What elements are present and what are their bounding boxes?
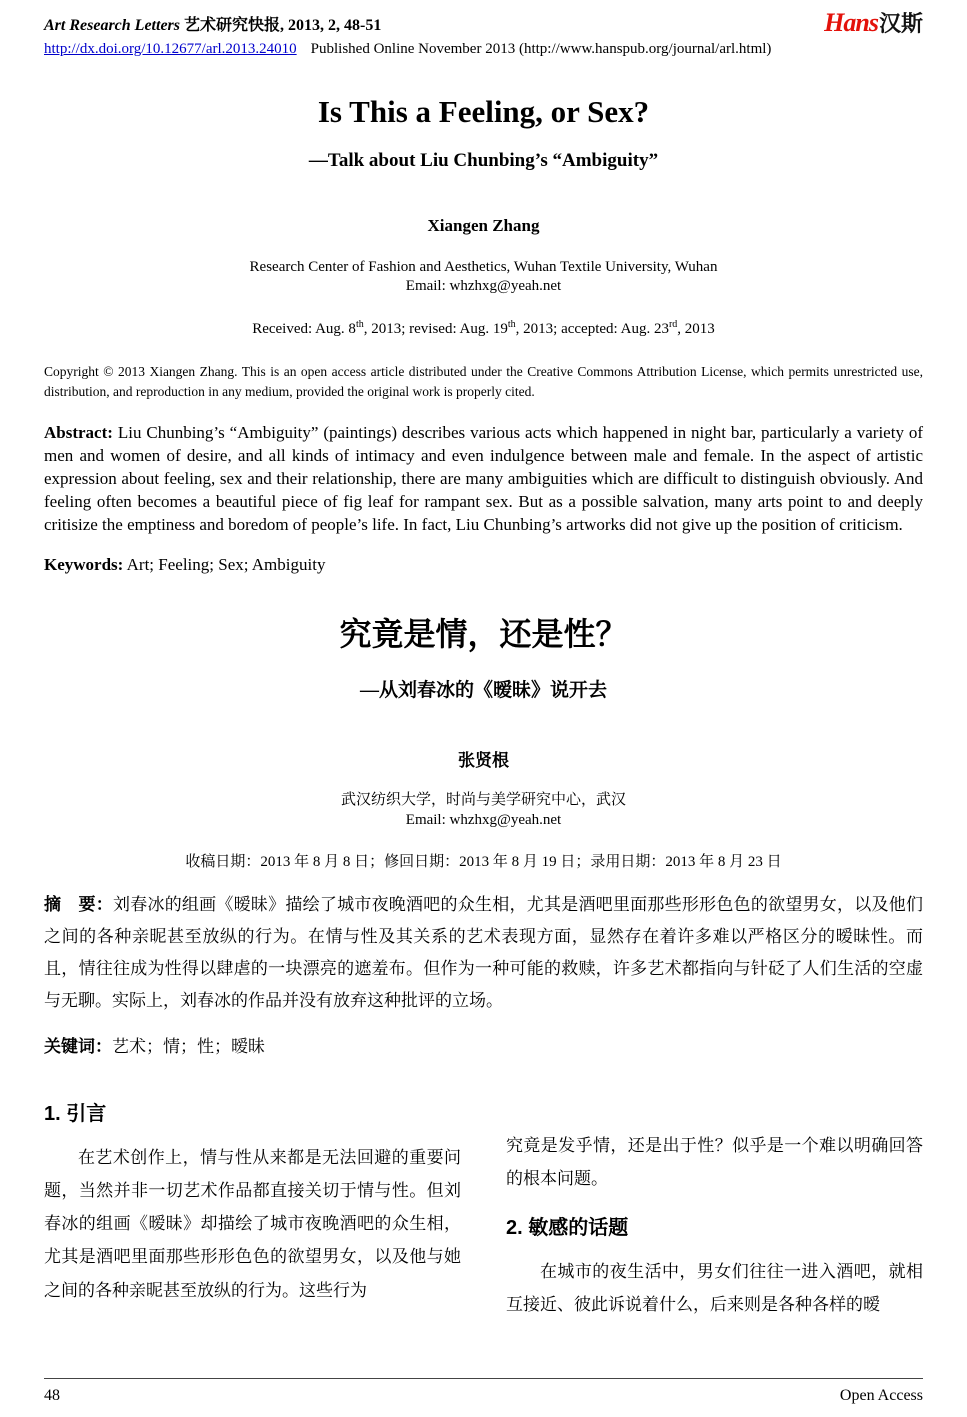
keywords-en	[44, 555, 923, 575]
two-column-body	[44, 1101, 923, 1322]
section-2-paragraph: 在城市的夜生活中，男女们往往一进入酒吧，就相互接近、彼此诉说着什么，后来则是各种各样的暧	[506, 1262, 923, 1315]
article-title-en: Is This a Feeling, or Sex?	[317, 94, 650, 129]
author-email-en: Email: whzhxg@yeah.net	[405, 278, 562, 295]
hans-logo-cjk: 汉斯	[878, 11, 923, 36]
left-column	[44, 1101, 461, 1322]
abstract-text-cn: 刘春冰的组画《暧昧》描绘了城市夜晚酒吧的众生相，尤其是酒吧里面那些形形色色的欲望男女，以及他们之间的各种亲昵甚至放纵的行为。在情与性及其关系的艺术表现方面，显然存在着许多难以严格区分的暧昧性。而且，情往往成为性得以肆虐的一块漂亮的遮羞布。但作为一种可能的救赎，许多艺术都指向与针砭了人们生活的空虚与无聊。实际上，刘春冰的作品并没有放弃这种批评的立场。	[44, 895, 924, 1011]
journal-name: Art Research Letters	[44, 17, 180, 34]
received-sup-2: th	[507, 318, 516, 330]
journal-header	[44, 8, 923, 58]
journal-line	[44, 8, 381, 35]
abstract-cn	[44, 889, 923, 1017]
doi-line	[44, 41, 923, 58]
received-text-4: , 2013	[677, 320, 715, 337]
journal-issue-info: 艺术研究快报, 2013, 2, 48-51	[184, 17, 382, 34]
continuation-paragraph: 究竟是发乎情，还是出于性？似乎是一个难以明确回答的根本问题。	[506, 1135, 923, 1189]
abstract-text-en: Liu Chunbing’s “Ambiguity” (paintings) describes various acts which happened in night bar, particularly a variety of men and women of desire, and all kinds of intimacy and even indulgence between male and female. In the aspect of artistic expression about feeling, sex and their relationship, there are many ambiguities which are difficult to distinguish obviously. And feeling often becomes a beautiful piece of fig leaf for rampant sex. But as a possible salvation, many arts point to and deeply critisize the emptiness and boredom of people’s life. In fact, Liu Chunbing’s artworks did not give up the position of criticism.	[44, 423, 924, 534]
page-number: 48	[44, 1387, 60, 1404]
received-text-1: Received: Aug. 8	[252, 320, 356, 337]
abstract-en	[44, 422, 923, 537]
keywords-text-en: Art; Feeling; Sex; Ambiguity	[126, 554, 326, 574]
received-sup-3: rd	[668, 318, 678, 330]
open-access-label: Open Access	[839, 1387, 923, 1404]
section-1-paragraph: 在艺术创作上，情与性从来都是无法回避的重要问题，当然并非一切艺术作品都直接关切于情与性。但刘春冰的组画《暧昧》却描绘了城市夜晚酒吧的众生相，尤其是酒吧里面那些形形色色的欲望男女，以及他与她之间的各种亲昵甚至放纵的行为。这些行为	[44, 1147, 461, 1300]
author-email-cn: Email: whzhxg@yeah.net	[405, 811, 562, 828]
hans-publisher-logo	[824, 8, 923, 36]
received-dates-cn: 收稿日期：2013 年 8 月 8 日；修回日期：2013 年 8 月 19 日；录用日期：2013 年 8 月 23 日	[185, 854, 782, 871]
author-name-en: Xiangen Zhang	[427, 215, 540, 235]
affiliation-en: Research Center of Fashion and Aesthetics, Wuhan Textile University, Wuhan	[249, 258, 718, 275]
keywords-label-en: Keywords:	[44, 554, 124, 574]
received-text-2: , 2013; revised: Aug. 19	[363, 320, 508, 337]
received-dates-en	[44, 319, 923, 338]
article-subtitle-cn: —从刘春冰的《暧昧》说开去	[359, 680, 607, 702]
abstract-label-en: Abstract:	[44, 423, 113, 443]
received-text-3: , 2013; accepted: Aug. 23	[515, 320, 669, 337]
page-footer	[44, 1378, 923, 1405]
right-column	[506, 1101, 923, 1322]
affiliation-cn: 武汉纺织大学，时尚与美学研究中心，武汉	[340, 792, 626, 809]
author-name-cn: 张贤根	[458, 751, 509, 771]
received-sup-1: th	[355, 318, 364, 330]
keywords-label-cn: 关键词：	[44, 1037, 112, 1057]
abstract-label-cn: 摘 要：	[44, 895, 113, 915]
doi-link[interactable]: http://dx.doi.org/10.12677/arl.2013.24010	[44, 41, 297, 57]
keywords-text-cn: 艺术；情；性；暧昧	[112, 1037, 265, 1057]
keywords-cn	[44, 1031, 923, 1063]
section-1-heading: 1. 引言	[44, 1102, 107, 1125]
published-online-info: Published Online November 2013 (http://www.hanspub.org/journal/arl.html)	[310, 41, 772, 57]
section-2-heading: 2. 敏感的话题	[506, 1217, 629, 1240]
copyright-notice: Copyright © 2013 Xiangen Zhang. This is an open access article distributed under the Creative Commons Attribution License, which permits unrestricted use, distribution, and reproduction in any medium, provided the original work is properly cited.	[44, 363, 923, 399]
article-title-cn: 究竟是情，还是性？	[339, 615, 628, 652]
article-subtitle-en: —Talk about Liu Chunbing’s “Ambiguity”	[308, 149, 659, 171]
hans-logo-latin: Hans	[824, 8, 878, 37]
